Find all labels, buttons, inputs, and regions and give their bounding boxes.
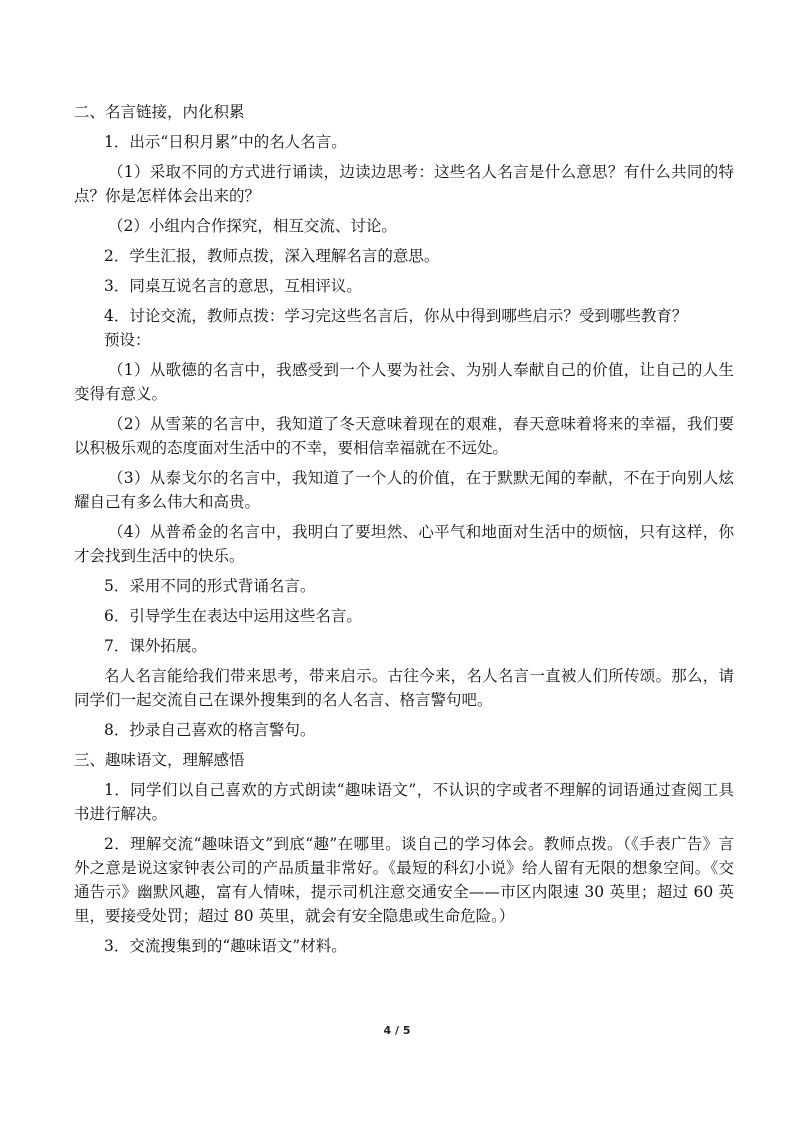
document-body bbox=[74, 100, 734, 958]
paragraph: （2）小组内合作探究，相互交流、讨论。 bbox=[108, 217, 397, 235]
paragraph: 1．出示“日积月累”中的名人名言。 bbox=[104, 133, 347, 151]
paragraph: 4．讨论交流，教师点拨：学习完这些名言后，你从中得到哪些启示？受到哪些教育？ bbox=[104, 307, 688, 325]
paragraph: 3．交流搜集到的“趣味语文”材料。 bbox=[104, 937, 347, 955]
paragraph: （4）从普希金的名言中，我明白了要坦然、心平气和地面对生活中的烦恼，只有这样，你才会找到生活中的快乐。 bbox=[74, 523, 734, 565]
paragraph: 5．采用不同的形式背诵名言。 bbox=[104, 577, 316, 595]
paragraph: （3）从泰戈尔的名言中，我知道了一个人的价值，在于默默无闻的奉献，不在于向别人炫耀自己有多么伟大和高贵。 bbox=[74, 469, 734, 511]
paragraph: 2．学生汇报，教师点拨，深入理解名言的意思。 bbox=[104, 247, 440, 265]
paragraph: 7．课外拓展。 bbox=[104, 637, 207, 655]
paragraph: （1）从歌德的名言中，我感受到一个人要为社会、为别人奉献自己的价值，让自己的人生变得有意义。 bbox=[74, 361, 734, 403]
section-heading-2: 二、名言链接，内化积累 bbox=[74, 103, 245, 121]
section-heading-3: 三、趣味语文，理解感悟 bbox=[74, 751, 245, 769]
page-number: 4 / 5 bbox=[383, 1024, 411, 1037]
paragraph: 预设： bbox=[104, 331, 151, 349]
paragraph: （2）从雪莱的名言中，我知道了冬天意味着现在的艰难，春天意味着将来的幸福，我们要以积极乐观的态度面对生活中的不幸，要相信幸福就在不远处。 bbox=[74, 415, 734, 457]
paragraph: （1）采取不同的方式进行诵读，边读边思考：这些名人名言是什么意思？有什么共同的特点？你是怎样体会出来的？ bbox=[74, 163, 734, 205]
paragraph: 名人名言能给我们带来思考，带来启示。古往今来，名人名言一直被人们所传颂。那么，请同学们一起交流自己在课外搜集到的名人名言、格言警句吧。 bbox=[74, 667, 734, 709]
paragraph: 1．同学们以自己喜欢的方式朗读“趣味语文”，不认识的字或者不理解的词语通过查阅工具书进行解决。 bbox=[74, 781, 734, 823]
paragraph: 3．同桌互说名言的意思，互相评议。 bbox=[104, 277, 362, 295]
paragraph: 2．理解交流“趣味语文”到底“趣”在哪里。谈自己的学习体会。教师点拨。（《手表广告》言外之意是说这家钟表公司的产品质量非常好。《最短的科幻小说》给人留有无限的想象空间。《交通告示》幽默风趣，富有人情味，提示司机注意交通安全——市区内限速 30 英里；超过 60 英里，要接受处罚；超过 80 英里，就会有安全隐患或生命危险。） bbox=[74, 835, 734, 925]
paragraph: 6．引导学生在表达中运用这些名言。 bbox=[104, 607, 362, 625]
paragraph: 8．抄录自己喜欢的格言警句。 bbox=[104, 721, 316, 739]
